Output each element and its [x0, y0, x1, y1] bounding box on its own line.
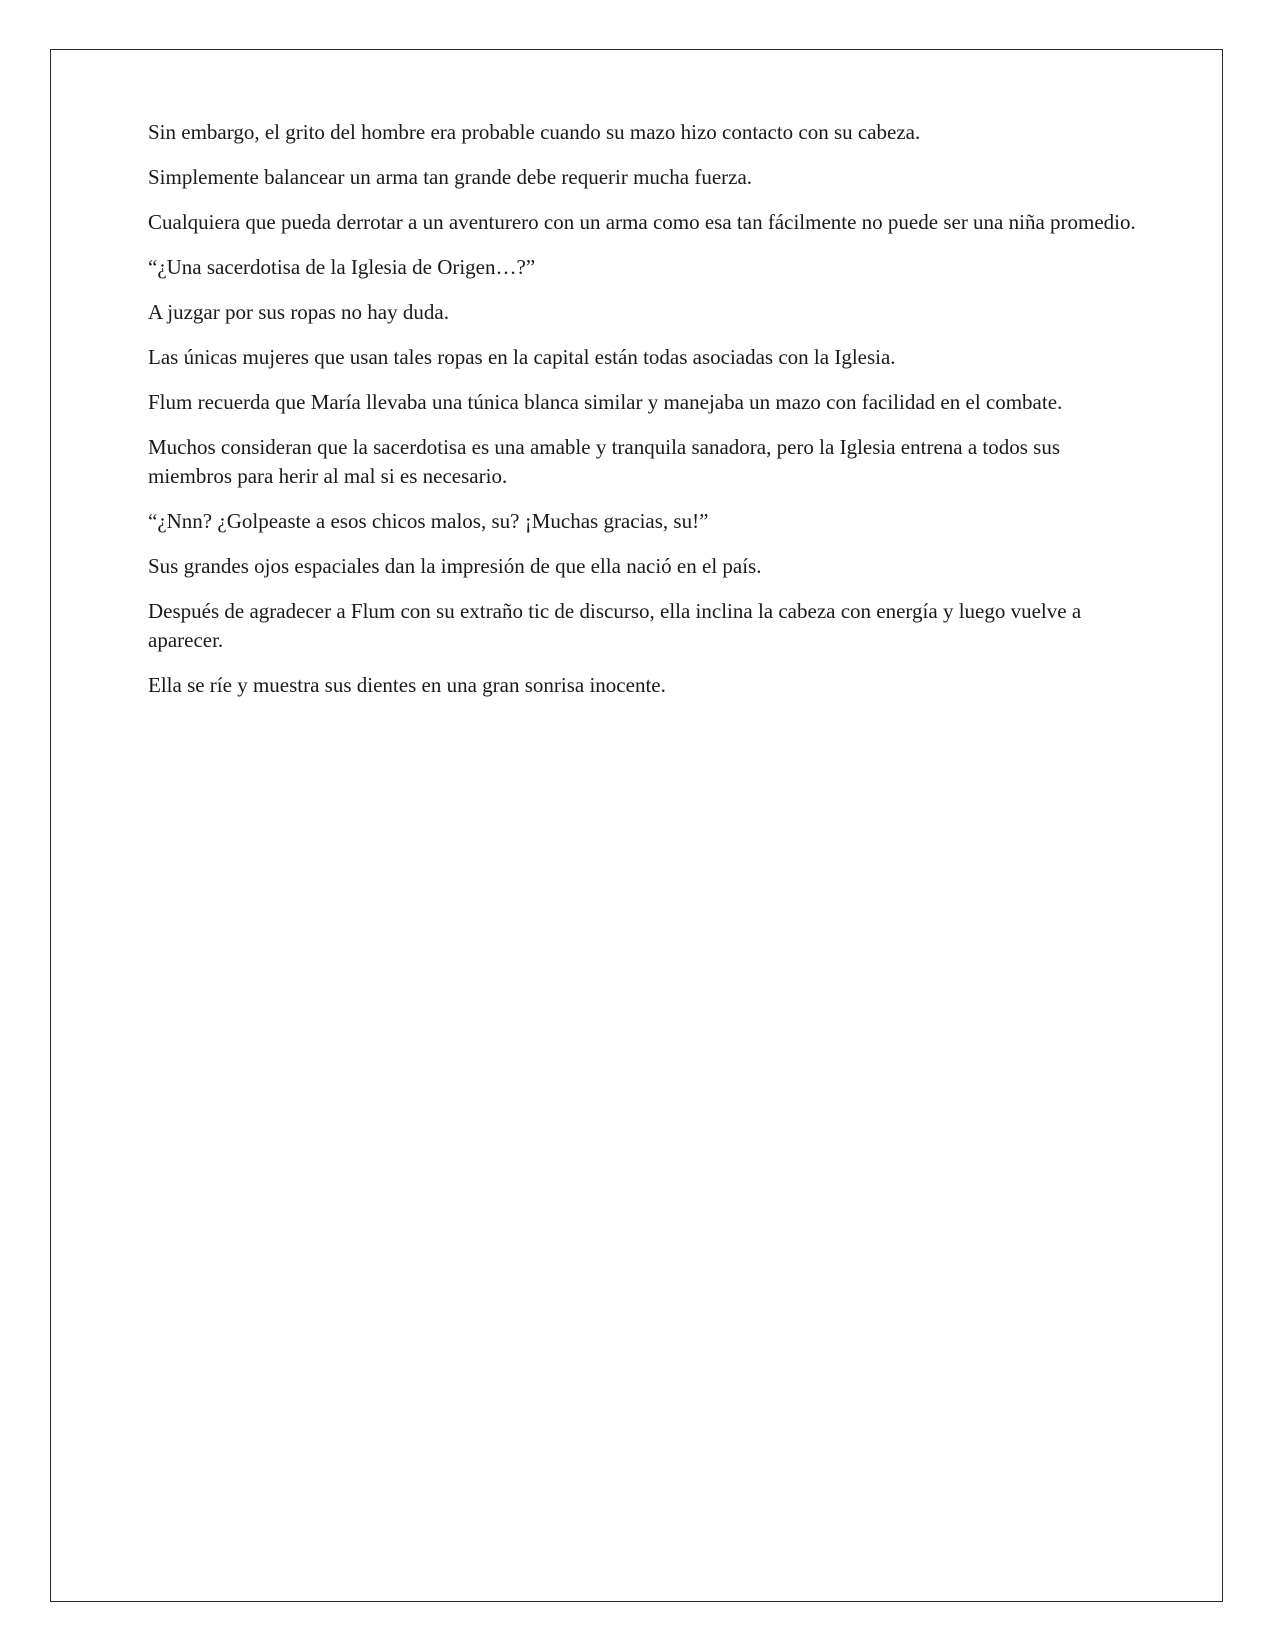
paragraph: Simplemente balancear un arma tan grande debe requerir mucha fuerza.	[148, 165, 753, 189]
paragraph: Sin embargo, el grito del hombre era probable cuando su mazo hizo contacto con su cabeza.	[148, 120, 921, 144]
document-body	[148, 118, 1138, 716]
paragraph: “¿Nnn? ¿Golpeaste a esos chicos malos, su? ¡Muchas gracias, su!”	[148, 509, 709, 533]
paragraph: Después de agradecer a Flum con su extraño tic de discurso, ella inclina la cabeza con energía y luego vuelve a aparecer.	[148, 599, 1082, 652]
paragraph: Las únicas mujeres que usan tales ropas en la capital están todas asociadas con la Iglesia.	[148, 345, 896, 369]
paragraph: Sus grandes ojos espaciales dan la impresión de que ella nació en el país.	[148, 554, 762, 578]
paragraph: Cualquiera que pueda derrotar a un aventurero con un arma como esa tan fácilmente no puede ser una niña promedio.	[148, 210, 1136, 234]
paragraph: Muchos consideran que la sacerdotisa es una amable y tranquila sanadora, pero la Iglesia entrena a todos sus miembros para herir al mal si es necesario.	[148, 435, 1061, 488]
paragraph: Ella se ríe y muestra sus dientes en una gran sonrisa inocente.	[148, 673, 666, 697]
paragraph: Flum recuerda que María llevaba una túnica blanca similar y manejaba un mazo con facilidad en el combate.	[148, 390, 1063, 414]
paragraph: A juzgar por sus ropas no hay duda.	[148, 300, 449, 324]
paragraph: “¿Una sacerdotisa de la Iglesia de Origen…?”	[148, 255, 536, 279]
